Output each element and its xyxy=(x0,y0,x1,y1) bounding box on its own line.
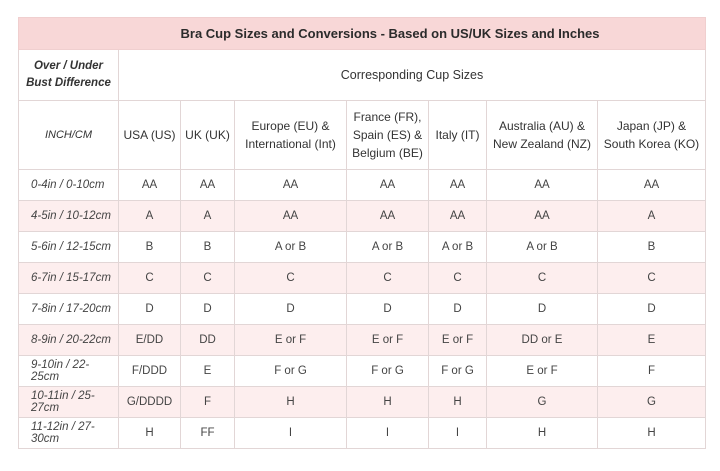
cup-size-cell: C xyxy=(487,263,598,294)
cup-size-cell: DD xyxy=(181,325,235,356)
cup-size-cell: I xyxy=(429,418,487,449)
cup-size-cell: E or F xyxy=(347,325,429,356)
cup-size-cell: F/DDD xyxy=(119,356,181,387)
cup-size-cell: H xyxy=(429,387,487,418)
table-row xyxy=(19,418,706,449)
cup-size-cell: H xyxy=(119,418,181,449)
range-cell: 9-10in / 22-25cm xyxy=(19,356,119,387)
range-cell: 7-8in / 17-20cm xyxy=(19,294,119,325)
cup-size-cell: C xyxy=(429,263,487,294)
cup-size-cell: AA xyxy=(429,170,487,201)
corresponding-label: Corresponding Cup Sizes xyxy=(119,50,706,101)
cup-size-cell: F or G xyxy=(235,356,347,387)
column-header: Australia (AU) & New Zealand (NZ) xyxy=(487,101,598,170)
table-row xyxy=(19,170,706,201)
cup-size-cell: AA xyxy=(235,201,347,232)
cup-size-cell: E or F xyxy=(429,325,487,356)
range-cell: 6-7in / 15-17cm xyxy=(19,263,119,294)
cup-size-cell: A or B xyxy=(347,232,429,263)
cup-size-cell: E or F xyxy=(487,356,598,387)
cup-size-cell: E/DD xyxy=(119,325,181,356)
cup-size-cell: A or B xyxy=(235,232,347,263)
cup-size-cell: D xyxy=(429,294,487,325)
cup-size-cell: B xyxy=(598,232,706,263)
cup-size-cell: D xyxy=(347,294,429,325)
table-row xyxy=(19,201,706,232)
range-cell: 10-11in / 25-27cm xyxy=(19,387,119,418)
cup-size-cell: D xyxy=(119,294,181,325)
column-header: Italy (IT) xyxy=(429,101,487,170)
range-cell: 5-6in / 12-15cm xyxy=(19,232,119,263)
cup-size-cell: F xyxy=(598,356,706,387)
cup-size-cell: C xyxy=(181,263,235,294)
cup-size-cell: H xyxy=(347,387,429,418)
column-header: France (FR), Spain (ES) & Belgium (BE) xyxy=(347,101,429,170)
cup-size-cell: AA xyxy=(598,170,706,201)
range-cell: 11-12in / 27-30cm xyxy=(19,418,119,449)
cup-size-cell: AA xyxy=(347,201,429,232)
cup-size-cell: AA xyxy=(119,170,181,201)
cup-size-cell: D xyxy=(235,294,347,325)
cup-size-cell: G xyxy=(598,387,706,418)
range-cell: 4-5in / 10-12cm xyxy=(19,201,119,232)
cup-size-cell: FF xyxy=(181,418,235,449)
cup-size-table xyxy=(18,17,706,449)
cup-size-cell: H xyxy=(487,418,598,449)
table-row xyxy=(19,387,706,418)
column-header: Japan (JP) & South Korea (KO) xyxy=(598,101,706,170)
cup-size-cell: C xyxy=(235,263,347,294)
range-cell: 0-4in / 0-10cm xyxy=(19,170,119,201)
cup-size-cell: A xyxy=(181,201,235,232)
cup-size-cell: AA xyxy=(347,170,429,201)
cup-size-cell: B xyxy=(119,232,181,263)
cup-size-cell: D xyxy=(487,294,598,325)
cup-size-cell: DD or E xyxy=(487,325,598,356)
cup-size-cell: D xyxy=(598,294,706,325)
cup-size-cell: G xyxy=(487,387,598,418)
cup-size-cell: AA xyxy=(429,201,487,232)
column-header: USA (US) xyxy=(119,101,181,170)
table-title: Bra Cup Sizes and Conversions - Based on US/UK Sizes and Inches xyxy=(19,18,706,50)
cup-size-cell: H xyxy=(235,387,347,418)
cup-size-cell: AA xyxy=(487,201,598,232)
cup-size-cell: A xyxy=(598,201,706,232)
cup-size-cell: F xyxy=(181,387,235,418)
cup-size-cell: D xyxy=(181,294,235,325)
cup-size-cell: A or B xyxy=(487,232,598,263)
cup-size-cell: E xyxy=(598,325,706,356)
cup-size-cell: I xyxy=(235,418,347,449)
cup-size-cell: B xyxy=(181,232,235,263)
cup-size-cell: E or F xyxy=(235,325,347,356)
table-row xyxy=(19,263,706,294)
column-header: Europe (EU) & International (Int) xyxy=(235,101,347,170)
cup-size-cell: F or G xyxy=(429,356,487,387)
table-row xyxy=(19,325,706,356)
cup-size-cell: C xyxy=(119,263,181,294)
cup-size-cell: I xyxy=(347,418,429,449)
table-row xyxy=(19,294,706,325)
size-chart xyxy=(18,17,705,449)
cup-size-cell: E xyxy=(181,356,235,387)
cup-size-cell: C xyxy=(598,263,706,294)
cup-size-cell: G/DDDD xyxy=(119,387,181,418)
column-header: UK (UK) xyxy=(181,101,235,170)
cup-size-cell: AA xyxy=(487,170,598,201)
cup-size-cell: AA xyxy=(181,170,235,201)
table-body xyxy=(19,170,706,449)
table-row xyxy=(19,356,706,387)
cup-size-cell: H xyxy=(598,418,706,449)
over-under-label: Over / Under Bust Difference xyxy=(19,50,119,101)
cup-size-cell: A or B xyxy=(429,232,487,263)
cup-size-cell: F or G xyxy=(347,356,429,387)
unit-label: INCH/CM xyxy=(19,101,119,170)
cup-size-cell: A xyxy=(119,201,181,232)
range-cell: 8-9in / 20-22cm xyxy=(19,325,119,356)
cup-size-cell: C xyxy=(347,263,429,294)
table-row xyxy=(19,232,706,263)
cup-size-cell: AA xyxy=(235,170,347,201)
